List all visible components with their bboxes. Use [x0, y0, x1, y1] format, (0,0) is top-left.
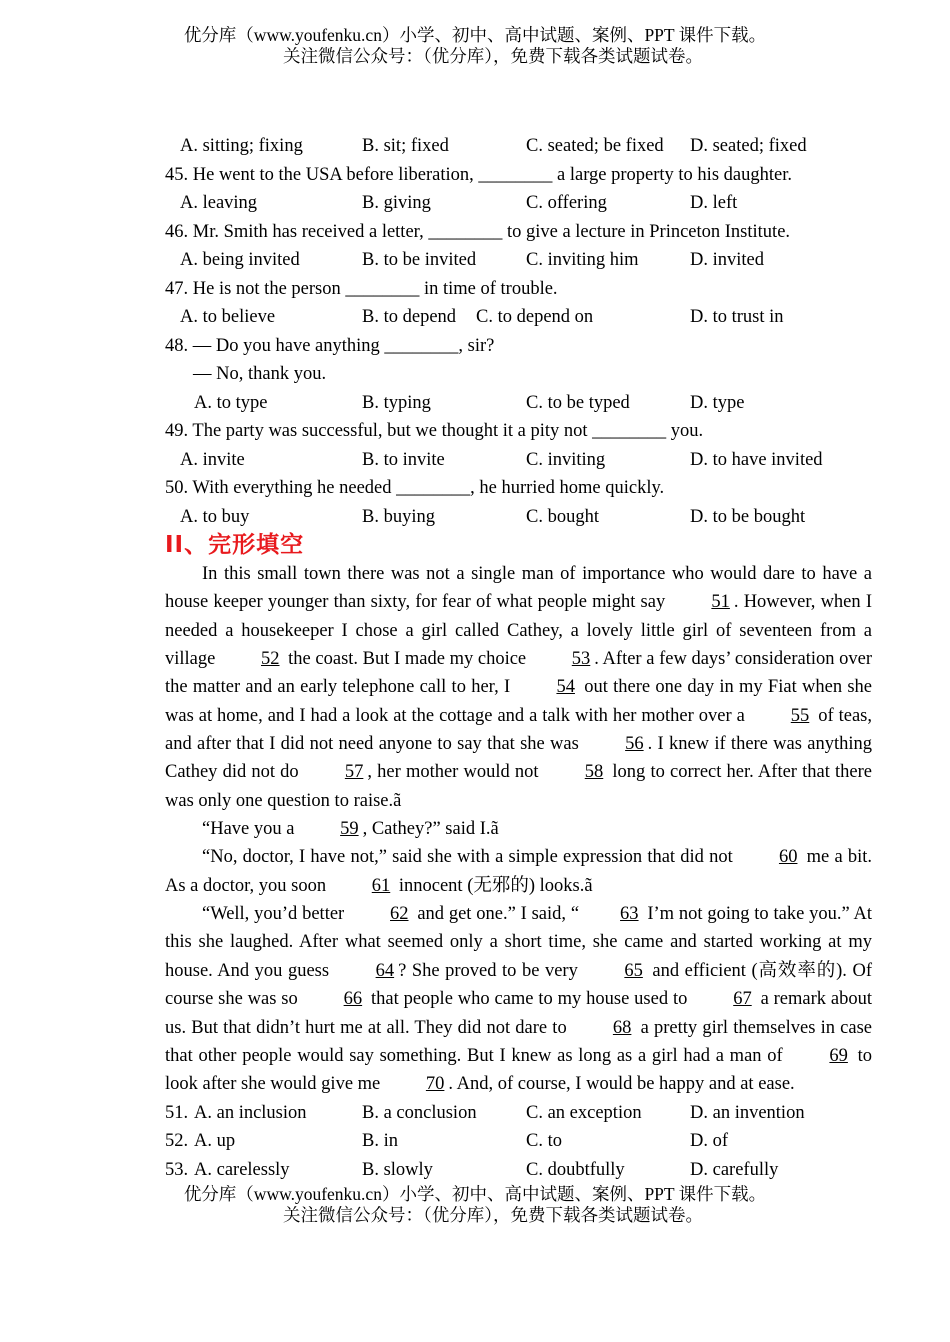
option-d: D. invited	[690, 250, 764, 270]
passage-text: of teas, and after that I did not need anyone to say that she was	[165, 705, 872, 755]
option-d: D. left	[690, 193, 738, 213]
header-line-1: 优分库（www.youfenku.cn）小学、初中、高中试题、案例、PPT 课件下载。	[183, 25, 767, 45]
option-a: A. to type	[194, 392, 268, 413]
question-45	[165, 161, 872, 190]
question-47-options	[165, 303, 872, 332]
passage-text: “Have you a	[202, 819, 300, 840]
footer-line-1: 优分库（www.youfenku.cn）小学、初中、高中试题、案例、PPT 课件下载。	[183, 1184, 767, 1204]
question-46-options	[165, 246, 872, 275]
question-44-options	[165, 132, 872, 161]
option-b: B. to invite	[362, 449, 445, 470]
passage-text: innocent (无邪的) looks.ã	[394, 875, 593, 896]
passage-text: In this small town there was not a single man of importance who would dare to have a house keeper younger than sixty, for fear of what people might say	[165, 564, 872, 613]
question-48-reply	[165, 360, 872, 389]
passage-text: a pretty girl themselves in case that other people would say something. But I knew as long as a girl had a man of	[165, 1017, 872, 1066]
section-title: II、完形填空	[165, 532, 305, 558]
question-47	[165, 275, 872, 304]
question-49-options	[165, 446, 872, 475]
option-c: C. to be typed	[526, 392, 630, 413]
option-c: C. offering	[526, 193, 607, 213]
blank-58: 58	[584, 762, 604, 783]
passage-text: . However, when I needed a housekeeper I chose a girl called Cathey, a lovely little girl of seventeen from a village	[165, 592, 872, 670]
option-d: D. an invention	[690, 1102, 805, 1123]
blank-62: 62	[390, 904, 409, 925]
option-c: C. to depend on	[476, 307, 594, 327]
option-a: A. an inclusion	[194, 1102, 307, 1123]
option-b: B. a conclusion	[362, 1102, 477, 1123]
blank-56: 56	[625, 734, 644, 755]
option-a: A. carelessly	[194, 1159, 290, 1180]
cloze-paragraph-3	[165, 843, 872, 900]
blank-57: 57	[344, 762, 364, 783]
blank-52: 52	[261, 649, 280, 670]
header-line-2: 关注微信公众号：（优分库），免费下载各类试题试卷。	[283, 46, 703, 66]
option-a: A. leaving	[180, 193, 258, 213]
option-c: C. bought	[526, 506, 599, 527]
question-stem: 45. He went to the USA before liberation, ________ a large property to his daughter.	[165, 164, 792, 185]
blank-60: 60	[778, 847, 798, 868]
answer-row-52	[165, 1127, 872, 1156]
question-stem: 47. He is not the person ________ in time of trouble.	[165, 278, 558, 299]
option-c: C. inviting	[526, 449, 606, 470]
question-46	[165, 218, 872, 247]
question-45-options	[165, 189, 872, 218]
passage-text: , Cathey?” said I.ã	[362, 819, 499, 840]
option-a: A. to buy	[180, 506, 250, 527]
option-a: A. sitting; fixing	[180, 136, 303, 156]
blank-66: 66	[343, 989, 363, 1010]
passage-text: “Well, you’d better	[202, 904, 350, 925]
passage-text: a remark about us. But that didn’t hurt me at all. They did not dare to	[165, 989, 872, 1038]
question-number: 52.	[165, 1131, 189, 1152]
passage-text: . And, of course, I would be happy and at ease.	[448, 1074, 795, 1095]
option-d: D. seated; fixed	[690, 136, 807, 156]
option-b: B. to be invited	[362, 250, 477, 270]
blank-68: 68	[612, 1017, 632, 1038]
passage-text: and efficient (高效率的). Of course she was so	[165, 960, 872, 1010]
blank-54: 54	[556, 677, 575, 698]
option-c: C. seated; be fixed	[526, 136, 664, 156]
passage-text: me a bit. As a doctor, you soon	[165, 847, 873, 896]
blank-61: 61	[371, 875, 391, 896]
page-footer	[0, 1184, 950, 1226]
blank-70: 70	[425, 1074, 445, 1095]
passage-text: I’m not going to take you.” At this she laughed. After what seemed only a short time, she came and started working at my house. And you guess	[165, 904, 872, 981]
option-a: A. to believe	[180, 307, 276, 327]
blank-69: 69	[829, 1045, 848, 1066]
option-a: A. invite	[180, 449, 245, 470]
passage-text: the coast. But I made my choice	[283, 649, 531, 670]
option-d: D. to be bought	[690, 506, 806, 527]
answer-row-51	[165, 1099, 872, 1128]
passage-text: that people who came to my house used to	[366, 989, 693, 1010]
option-b: B. to depend	[362, 307, 457, 327]
option-d: D. of	[690, 1131, 729, 1152]
exam-content	[165, 132, 872, 1184]
passage-text: . I knew if there was anything Cathey did not do	[165, 734, 872, 783]
passage-text: out there one day in my Fiat when she was at home, and I had a look at the cottage and a talk with her mother over a	[165, 677, 873, 726]
passage-text: . After a few days’ consideration over the matter and an early telephone call to her, I	[165, 649, 872, 698]
question-49	[165, 417, 872, 446]
option-c: C. to	[526, 1131, 562, 1152]
passage-text: and get one.” I said, “	[412, 904, 580, 925]
option-b: B. giving	[362, 193, 431, 213]
option-d: D. to trust in	[690, 307, 784, 327]
option-a: A. up	[194, 1131, 236, 1152]
blank-64: 64	[375, 960, 395, 981]
blank-67: 67	[733, 989, 752, 1010]
question-stem: 46. Mr. Smith has received a letter, ________ to give a lecture in Princeton Institute.	[165, 221, 791, 242]
blank-63: 63	[620, 904, 639, 925]
passage-text: to look after she would give me	[165, 1045, 872, 1095]
footer-line-2: 关注微信公众号：（优分库），免费下载各类试题试卷。	[283, 1205, 703, 1225]
option-b: B. slowly	[362, 1159, 433, 1180]
option-c: C. inviting him	[526, 250, 639, 270]
passage-text: long to correct her. After that there was only one question to raise.ã	[165, 762, 873, 811]
question-48-options	[165, 389, 872, 418]
blank-65: 65	[624, 960, 643, 981]
blank-59: 59	[340, 819, 359, 840]
question-number: 53.	[165, 1159, 189, 1180]
question-50	[165, 474, 872, 503]
passage-text: ? She proved to be very	[398, 960, 584, 981]
passage-text: “No, doctor, I have not,” said she with a simple expression that did not	[202, 847, 738, 868]
question-48	[165, 332, 872, 361]
option-d: D. type	[690, 392, 745, 413]
answer-row-53	[165, 1156, 872, 1185]
option-a: A. being invited	[180, 250, 300, 270]
cloze-paragraph-2	[165, 815, 872, 843]
cloze-paragraph-1	[165, 560, 872, 815]
option-c: C. an exception	[526, 1102, 642, 1123]
cloze-paragraph-4	[165, 900, 872, 1098]
page-header	[0, 25, 950, 67]
question-number: 51.	[165, 1102, 189, 1123]
option-d: D. to have invited	[690, 449, 823, 470]
dialogue-reply: — No, thank you.	[193, 364, 327, 384]
blank-55: 55	[790, 705, 810, 726]
option-b: B. typing	[362, 392, 431, 413]
option-b: B. in	[362, 1131, 398, 1152]
option-c: C. doubtfully	[526, 1159, 625, 1180]
passage-text: , her mother would not	[367, 762, 544, 783]
blank-51: 51	[711, 592, 730, 613]
blank-53: 53	[571, 649, 591, 670]
question-50-options	[165, 503, 872, 532]
question-stem: 49. The party was successful, but we thought it a pity not ________ you.	[165, 421, 704, 441]
option-b: B. sit; fixed	[362, 136, 449, 156]
question-stem: 50. With everything he needed ________, he hurried home quickly.	[165, 478, 665, 498]
option-b: B. buying	[362, 506, 435, 527]
question-stem: 48. — Do you have anything ________, sir?	[165, 335, 495, 356]
option-d: D. carefully	[690, 1159, 779, 1180]
